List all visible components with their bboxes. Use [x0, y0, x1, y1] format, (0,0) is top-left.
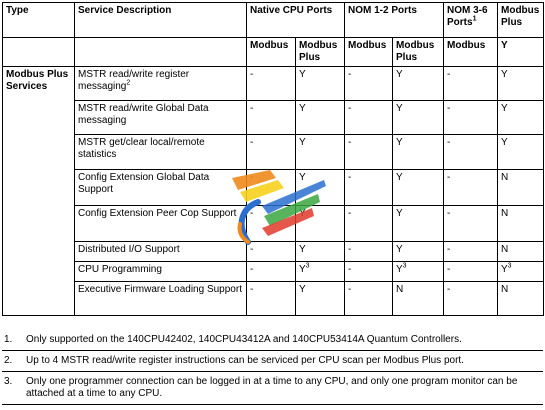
- footnote-number: 3.: [4, 376, 13, 387]
- support-cell: [296, 101, 345, 135]
- service-text: Distributed I/O Support: [78, 244, 180, 255]
- service-text: Config Extension Global Data Support: [78, 172, 210, 195]
- support-value: N: [396, 284, 404, 295]
- support-value: -: [447, 244, 451, 255]
- support-cell: [393, 170, 444, 206]
- footnote-ref: 3: [507, 262, 512, 270]
- service-description-cell: [75, 242, 247, 262]
- header-nom-3-6-ports: [444, 3, 498, 38]
- table-row: [3, 101, 544, 135]
- support-value: -: [348, 103, 352, 114]
- support-value: Y: [396, 264, 403, 275]
- support-value: Y: [299, 264, 306, 275]
- support-value: N: [501, 284, 509, 295]
- support-value: -: [447, 103, 451, 114]
- service-description-cell: [75, 67, 247, 101]
- support-cell: [444, 242, 498, 262]
- support-value: -: [348, 208, 352, 219]
- support-cell: [296, 135, 345, 170]
- support-cell: [345, 67, 393, 101]
- support-cell: [247, 101, 296, 135]
- support-cell: [247, 262, 296, 282]
- support-cell: [393, 67, 444, 101]
- support-value: Y: [501, 69, 508, 80]
- support-value: -: [447, 137, 451, 148]
- footnote: [2, 372, 543, 405]
- subheader-modbus-plus-y: Y: [498, 38, 544, 67]
- support-cell: [393, 135, 444, 170]
- service-text: Executive Firmware Loading Support: [78, 284, 242, 295]
- support-cell: [393, 206, 444, 242]
- support-value: -: [250, 244, 254, 255]
- support-cell: [393, 262, 444, 282]
- support-cell: [296, 282, 345, 316]
- header-native-cpu-ports: Native CPU Ports: [247, 3, 345, 38]
- footnote-text: Up to 4 MSTR read/write register instructions can be serviced per CPU scan per Modbus Plus port.: [26, 355, 464, 366]
- header-modbus-plus: Modbus Plus: [498, 3, 544, 38]
- support-cell: [296, 67, 345, 101]
- support-cell: [247, 282, 296, 316]
- support-cell: [393, 242, 444, 262]
- support-cell: [444, 206, 498, 242]
- support-cell: [345, 262, 393, 282]
- support-value: Y: [299, 103, 306, 114]
- support-cell: [247, 135, 296, 170]
- support-value: N: [501, 244, 509, 255]
- service-description-cell: [75, 206, 247, 242]
- footnote-ref: 1: [472, 15, 477, 23]
- support-cell: [444, 262, 498, 282]
- subheader-nom12-modbus-plus: Modbus Plus: [393, 38, 444, 67]
- support-cell: [444, 135, 498, 170]
- support-value: -: [348, 172, 352, 183]
- support-cell: [345, 135, 393, 170]
- support-value: Y: [396, 244, 403, 255]
- service-text: Config Extension Peer Cop Support: [78, 208, 237, 219]
- support-value: Y: [501, 264, 508, 275]
- support-cell: [444, 170, 498, 206]
- support-value: Y: [299, 284, 306, 295]
- footnote-text: Only supported on the 140CPU42402, 140CPU43412A and 140CPU53414A Quantum Controllers.: [26, 334, 462, 345]
- support-value: Y: [396, 103, 403, 114]
- support-value: -: [250, 103, 254, 114]
- footnote: [2, 330, 543, 351]
- service-description-cell: [75, 101, 247, 135]
- support-cell: [345, 206, 393, 242]
- subheader-native-modbus-plus: Modbus Plus: [296, 38, 345, 67]
- support-value: -: [348, 137, 352, 148]
- support-cell: [444, 67, 498, 101]
- support-value: -: [348, 264, 352, 275]
- subheader-nom12-modbus: Modbus: [345, 38, 393, 67]
- support-value: Y: [299, 172, 306, 183]
- support-cell: [498, 282, 544, 316]
- table-row: [3, 262, 544, 282]
- services-table: [2, 2, 544, 316]
- support-cell: [393, 282, 444, 316]
- service-description-cell: [75, 170, 247, 206]
- support-value: N: [501, 208, 509, 219]
- footnote-text: Only one programmer connection can be logged in at a time to any CPU, and only one program monitor can be attached at a time to any CPU.: [26, 376, 518, 399]
- support-cell: [393, 101, 444, 135]
- support-cell: [498, 101, 544, 135]
- support-value: -: [348, 69, 352, 80]
- footnotes: [2, 330, 543, 405]
- support-cell: [444, 282, 498, 316]
- header-service-description: Service Description: [75, 3, 247, 38]
- support-value: -: [348, 284, 352, 295]
- support-value: -: [250, 208, 254, 219]
- watermark-logo: [228, 168, 328, 250]
- support-value: Y: [501, 103, 508, 114]
- support-cell: [498, 262, 544, 282]
- footnote-ref: 2: [126, 79, 131, 87]
- service-text: MSTR read/write register messaging: [78, 69, 190, 92]
- support-value: -: [447, 284, 451, 295]
- footnote-ref: 3: [402, 262, 407, 270]
- footnote-number: 2.: [4, 355, 13, 366]
- support-value: Y: [299, 244, 306, 255]
- support-value: Y: [299, 137, 306, 148]
- support-cell: [345, 242, 393, 262]
- support-value: -: [250, 284, 254, 295]
- support-cell: [345, 170, 393, 206]
- support-value: Y: [396, 137, 403, 148]
- support-cell: [498, 242, 544, 262]
- support-value: -: [250, 137, 254, 148]
- footnote-number: 1.: [4, 334, 13, 345]
- support-cell: [498, 170, 544, 206]
- table-row: [3, 282, 544, 316]
- support-cell: [498, 135, 544, 170]
- footnote-ref: 3: [305, 262, 310, 270]
- support-value: -: [447, 208, 451, 219]
- support-cell: [498, 206, 544, 242]
- support-value: Y: [299, 69, 306, 80]
- support-value: -: [447, 69, 451, 80]
- service-text: MSTR get/clear local/remote statistics: [78, 137, 205, 160]
- subheader-blank: [3, 38, 75, 67]
- support-value: Y: [501, 137, 508, 148]
- support-value: N: [501, 172, 509, 183]
- subheader-native-modbus: Modbus: [247, 38, 296, 67]
- support-cell: [345, 282, 393, 316]
- header-nom-3-6-text: NOM 3-6 Ports: [447, 5, 488, 28]
- support-value: Y: [396, 172, 403, 183]
- support-cell: [498, 67, 544, 101]
- support-cell: [345, 101, 393, 135]
- service-description-cell: [75, 282, 247, 316]
- subheader-blank: [75, 38, 247, 67]
- service-description-cell: [75, 262, 247, 282]
- support-cell: [247, 67, 296, 101]
- support-cell: [296, 262, 345, 282]
- table-row: [3, 67, 544, 101]
- service-description-cell: [75, 135, 247, 170]
- service-text: CPU Programming: [78, 264, 162, 275]
- support-value: -: [250, 69, 254, 80]
- header-type: Type: [3, 3, 75, 38]
- support-value: Y: [396, 208, 403, 219]
- support-value: Y: [396, 69, 403, 80]
- support-cell: [444, 101, 498, 135]
- subheader-nom36-modbus: Modbus: [444, 38, 498, 67]
- support-value: -: [348, 244, 352, 255]
- support-value: -: [250, 264, 254, 275]
- support-value: -: [447, 172, 451, 183]
- footnote: [2, 351, 543, 372]
- type-cell: Modbus Plus Services: [3, 67, 75, 316]
- table-row: [3, 135, 544, 170]
- header-nom-1-2-ports: NOM 1-2 Ports: [345, 3, 444, 38]
- support-value: -: [447, 264, 451, 275]
- service-text: MSTR read/write Global Data messaging: [78, 103, 209, 126]
